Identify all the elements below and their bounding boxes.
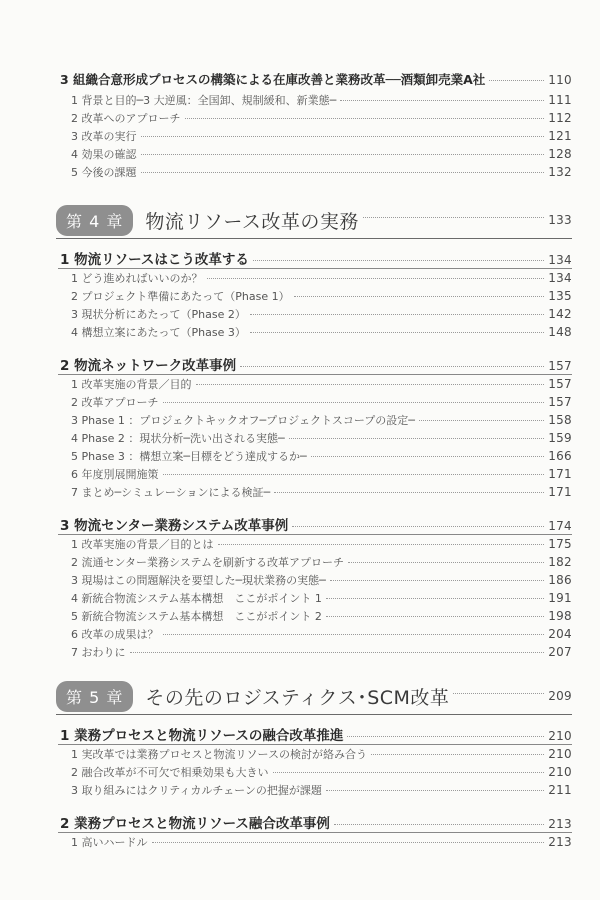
dot-leader: [371, 754, 544, 755]
toc-entry[interactable]: 4 Phase 2 ：現状分析─洗い出される実態─ 159: [71, 431, 572, 445]
section-rule: [58, 832, 572, 833]
dot-leader: [185, 118, 545, 119]
toc-entry[interactable]: 1 改革実施の背景／目的 157: [71, 377, 572, 391]
toc-entry[interactable]: 1 改革実施の背景／目的とは 175: [71, 537, 572, 551]
toc-entry[interactable]: 3 現状分析にあたって（Phase 2） 142: [71, 307, 572, 321]
section-rule: [58, 374, 572, 375]
dot-leader: [489, 80, 544, 81]
dot-leader: [163, 402, 545, 403]
dot-leader: [152, 842, 545, 843]
dot-leader: [218, 544, 545, 545]
toc-section-heading[interactable]: 2 業務プロセスと物流リソース融合改革事例 213: [60, 816, 572, 832]
dot-leader: [163, 474, 545, 475]
dot-leader: [453, 693, 544, 694]
dot-leader: [141, 154, 545, 155]
toc-entry[interactable]: 1 実改革では業務プロセスと物流リソースの検討が絡み合う 210: [71, 747, 572, 761]
toc-entry[interactable]: 2 改革へのアプローチ 112: [71, 111, 572, 125]
dot-leader: [141, 136, 545, 137]
dot-leader: [326, 598, 544, 599]
dot-leader: [311, 456, 545, 457]
toc-entry[interactable]: 1 どう進めればいいのか？ 134: [71, 271, 572, 285]
section-rule: [58, 744, 572, 745]
toc-section-heading[interactable]: 3 組織合意形成プロセスの構築による在庫改善と業務改革──酒類卸売業A社 110: [60, 72, 572, 87]
toc-entry[interactable]: 3 Phase 1 ：プロジェクトキックオフ─プロジェクトスコープの設定─ 158: [71, 413, 572, 427]
toc-entry[interactable]: 4 新統合物流システム基本構想 ここがポイント 1 191: [71, 591, 572, 605]
toc-entry[interactable]: 1 背景と目的─3 大逆風：全国卸、規制緩和、新業態─ 111: [71, 93, 572, 107]
toc-section-heading[interactable]: 1 物流リソースはこう改革する 134: [60, 252, 572, 268]
dot-leader: [250, 332, 544, 333]
chapter-title: 物流リソース改革の実務: [145, 210, 359, 233]
dot-leader: [240, 366, 544, 367]
toc-entry[interactable]: 6 改革の成果は？ 204: [71, 627, 572, 641]
toc-entry[interactable]: 6 年度別展開施策 171: [71, 467, 572, 481]
dot-leader: [163, 634, 545, 635]
toc-entry[interactable]: 3 取り組みにはクリティカルチェーンの把握が課題 211: [71, 783, 572, 797]
chapter-title: その先のロジスティクス･SCM改革: [145, 686, 450, 709]
toc-entry[interactable]: 7 まとめ─シミュレーションによる検証─ 171: [71, 485, 572, 499]
chapter-rule: [56, 238, 572, 239]
dot-leader: [196, 384, 545, 385]
dot-leader: [289, 438, 545, 439]
toc-entry[interactable]: 2 融合改革が不可欠で相乗効果も大きい 210: [71, 765, 572, 779]
dot-leader: [330, 580, 544, 581]
toc-entry[interactable]: 2 流通センター業務システムを刷新する改革アプローチ 182: [71, 555, 572, 569]
toc-entry[interactable]: 4 効果の確認 128: [71, 147, 572, 161]
dot-leader: [340, 100, 544, 101]
toc-entry[interactable]: 5 今後の課題 132: [71, 165, 572, 179]
chapter-badge: 第 4 章: [56, 205, 133, 236]
toc-entry[interactable]: 2 プロジェクト準備にあたって（Phase 1） 135: [71, 289, 572, 303]
dot-leader: [363, 217, 544, 218]
dot-leader: [274, 492, 544, 493]
dot-leader: [326, 790, 544, 791]
chapter-heading[interactable]: 第 5 章 その先のロジスティクス･SCM改革 209: [0, 676, 600, 716]
dot-leader: [334, 824, 544, 825]
toc-section-heading[interactable]: 3 物流センター業務システム改革事例 174: [60, 518, 572, 534]
dot-leader: [253, 260, 544, 261]
toc-entry[interactable]: 3 改革の実行 121: [71, 129, 572, 143]
section-rule: [58, 268, 572, 269]
toc-entry[interactable]: 7 おわりに 207: [71, 645, 572, 659]
toc-entry[interactable]: 4 構想立案にあたって（Phase 3） 148: [71, 325, 572, 339]
dot-leader: [419, 420, 544, 421]
dot-leader: [130, 652, 545, 653]
dot-leader: [348, 562, 544, 563]
toc-entry[interactable]: 5 Phase 3 ：構想立案─目標をどう達成するか─ 166: [71, 449, 572, 463]
toc-entry[interactable]: 5 新統合物流システム基本構想 ここがポイント 2 198: [71, 609, 572, 623]
dot-leader: [250, 314, 544, 315]
dot-leader: [294, 296, 545, 297]
dot-leader: [141, 172, 545, 173]
toc-entry[interactable]: 2 改革アプローチ 157: [71, 395, 572, 409]
toc-section-heading[interactable]: 2 物流ネットワーク改革事例 157: [60, 358, 572, 374]
dot-leader: [273, 772, 545, 773]
dot-leader: [292, 526, 544, 527]
dot-leader: [326, 616, 544, 617]
toc-section-heading[interactable]: 1 業務プロセスと物流リソースの融合改革推進 210: [60, 728, 572, 744]
toc-entry[interactable]: 3 現場はこの問題解決を要望した─現状業務の実態─ 186: [71, 573, 572, 587]
section-rule: [58, 534, 572, 535]
chapter-heading[interactable]: 第 4 章 物流リソース改革の実務 133: [0, 200, 600, 240]
dot-leader: [207, 278, 545, 279]
toc-entry[interactable]: 1 高いハードル 213: [71, 835, 572, 849]
chapter-rule: [56, 714, 572, 715]
dot-leader: [347, 736, 544, 737]
chapter-badge: 第 5 章: [56, 681, 133, 712]
